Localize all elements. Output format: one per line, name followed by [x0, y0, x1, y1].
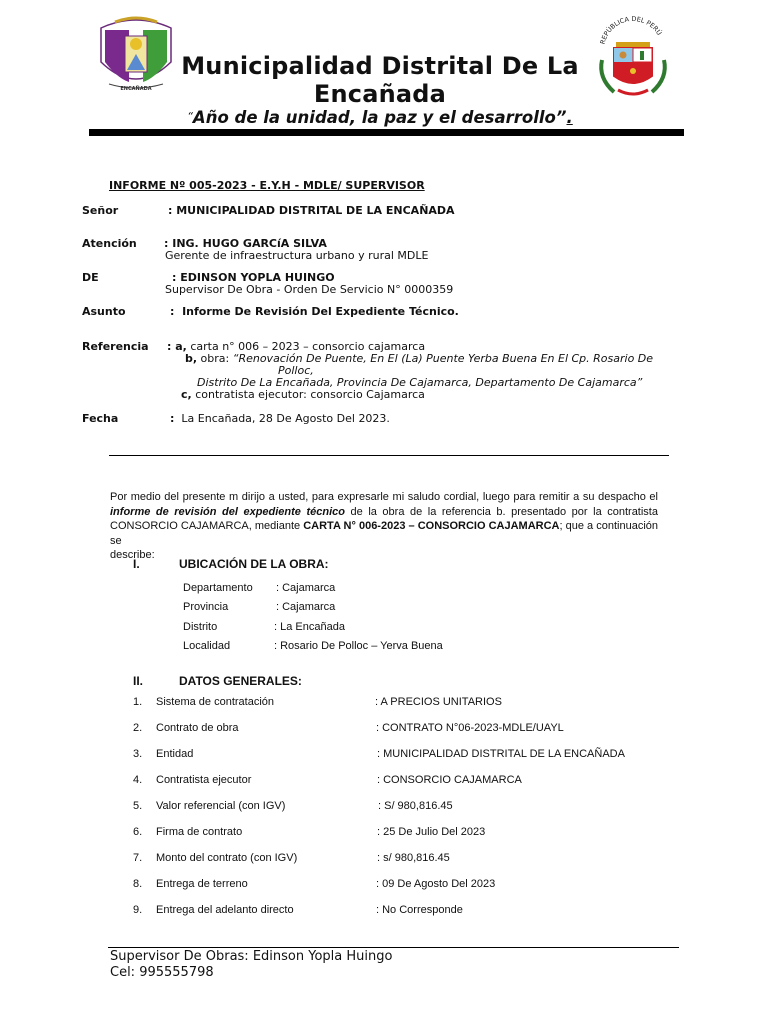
data-row-label: Monto del contrato (con IGV) [156, 852, 298, 864]
location-label: Distrito [183, 621, 218, 633]
footer-divider [108, 947, 679, 948]
svg-text:ENCAÑADA: ENCAÑADA [120, 86, 152, 92]
data-row-value: : CONSORCIO CAJAMARCA [377, 774, 522, 786]
attention-label: Atención [82, 237, 137, 250]
data-row-label: Sistema de contratación [156, 696, 275, 708]
data-row-label: Contrato de obra [156, 722, 239, 734]
data-row-number: 4. [133, 774, 143, 786]
report-number: INFORME Nº 005-2023 - E.Y.H - MDLE/ SUPERVISOR [109, 179, 425, 192]
location-label: Departamento [183, 582, 253, 594]
date-label: Fecha [82, 412, 119, 425]
data-row-label: Entidad [156, 748, 194, 760]
ref-a-marker: : a, [167, 340, 187, 353]
data-row-label: Firma de contrato [156, 826, 243, 838]
year-slogan [150, 108, 610, 127]
subject-colon: : [170, 305, 175, 318]
data-row-value: : S/ 980,816.45 [378, 800, 453, 812]
to-label: Señor [82, 204, 119, 217]
section-2-numeral: II. [133, 674, 144, 688]
section-1-title: UBICACIÓN DE LA OBRA: [179, 557, 329, 571]
reference-c [181, 388, 425, 401]
data-row-number: 1. [133, 696, 143, 708]
ref-b-text-1: “Renovación De Puente, En El (La) Puente Yerba Buena En El Cp. Rosario De [232, 352, 654, 365]
data-row-value: : A PRECIOS UNITARIOS [375, 696, 502, 708]
footer-supervisor: Supervisor De Obras: Edinson Yopla Huingo [110, 949, 393, 964]
to-value: : MUNICIPALIDAD DISTRITAL DE LA ENCAÑADA [168, 204, 455, 217]
ref-b-marker: b, [185, 352, 198, 365]
reference-b [185, 352, 653, 365]
location-value: : Rosario De Polloc – Yerva Buena [274, 640, 443, 652]
location-value: : Cajamarca [276, 582, 336, 594]
data-row-label: Entrega de terreno [156, 878, 248, 890]
data-row-number: 9. [133, 904, 143, 916]
intro-line-3 [110, 519, 658, 548]
ref-b-text-3: Distrito De La Encañada, Provincia De Cajamarca, Departamento De Cajamarca” [197, 376, 643, 389]
slogan-end: . [566, 108, 573, 127]
intro-line-4: describe: [110, 549, 155, 561]
svg-text:REPÚBLICA DEL PERÚ: REPÚBLICA DEL PERÚ [598, 14, 664, 46]
location-label: Provincia [183, 601, 229, 613]
ref-c-text: contratista ejecutor: consorcio Cajamarca [191, 388, 425, 401]
location-value: : Cajamarca [276, 601, 336, 613]
data-row-value: : CONTRATO N°06-2023-MDLE/UAYL [376, 722, 564, 734]
attention-role: Gerente de infraestructura urbano y rural MDLE [165, 249, 429, 262]
ref-a-text: carta n° 006 – 2023 – consorcio cajamarca [186, 340, 426, 353]
peru-coat-of-arms [594, 14, 672, 100]
ref-c-marker: c, [181, 388, 192, 401]
data-row-number: 3. [133, 748, 143, 760]
location-label: Localidad [183, 640, 231, 652]
intro-letter-ref: CARTA N° 006-2023 – CONSORCIO CAJAMARCA [303, 520, 560, 532]
intro-line-1: Por medio del presente m dirijo a usted, para expresarle mi saludo cordial, luego para remitir a su despacho el [110, 491, 658, 503]
subject-line [170, 305, 459, 318]
data-row-number: 2. [133, 722, 143, 734]
subject-label: Asunto [82, 305, 126, 318]
subject-value: Informe De Revisión Del Expediente Técnico. [182, 305, 459, 318]
data-row-number: 5. [133, 800, 143, 812]
data-row-value: : 25 De Julio Del 2023 [377, 826, 486, 838]
attention-value: : ING. HUGO GARCíA SILVA [164, 237, 327, 250]
data-row-value: : 09 De Agosto Del 2023 [376, 878, 496, 890]
slogan-text: Año de la unidad, la paz y el desarrollo” [192, 108, 567, 127]
date-value: La Encañada, 28 De Agosto Del 2023. [181, 412, 390, 425]
data-row-label: Contratista ejecutor [156, 774, 252, 786]
location-value: : La Encañada [274, 621, 345, 633]
footer-phone: Cel: 995555798 [110, 965, 214, 980]
ref-b-prefix: obra: [197, 352, 233, 365]
data-row-value: : s/ 980,816.45 [377, 852, 450, 864]
from-value: : EDINSON YOPLA HUINGO [172, 271, 335, 284]
date-colon: : [170, 412, 175, 425]
data-row-number: 6. [133, 826, 143, 838]
data-row-value: : No Corresponde [376, 904, 463, 916]
section-1-numeral: I. [133, 557, 140, 571]
date-line [170, 412, 390, 425]
memo-divider [109, 455, 669, 456]
reference-label: Referencia [82, 340, 149, 353]
header-divider [89, 129, 684, 136]
intro-line-3-a: CONSORCIO CAJAMARCA, mediante [110, 520, 304, 532]
data-row-number: 8. [133, 878, 143, 890]
intro-emphasis: informe de revisión del expediente técnico [110, 505, 345, 518]
data-row-number: 7. [133, 852, 143, 864]
from-label: DE [82, 271, 99, 284]
ref-b-text-2: Polloc, [278, 364, 314, 377]
intro-paragraph [110, 490, 658, 563]
slogan-open-quote: “ [187, 110, 193, 123]
page-title: Municipalidad Distrital De La Encañada [181, 52, 579, 108]
from-role: Supervisor De Obra - Orden De Servicio N° 0000359 [165, 283, 454, 296]
intro-line-2-rest: de la obra de la referencia b. presentado por la contratista [344, 505, 658, 518]
section-2-title: DATOS GENERALES: [179, 674, 302, 688]
intro-line-3-b: ; que a continuación se [110, 520, 659, 547]
intro-line-2 [110, 505, 658, 520]
data-row-label: Valor referencial (con IGV) [156, 800, 286, 812]
data-row-label: Entrega del adelanto directo [156, 904, 294, 916]
data-row-value: : MUNICIPALIDAD DISTRITAL DE LA ENCAÑADA [377, 748, 625, 760]
